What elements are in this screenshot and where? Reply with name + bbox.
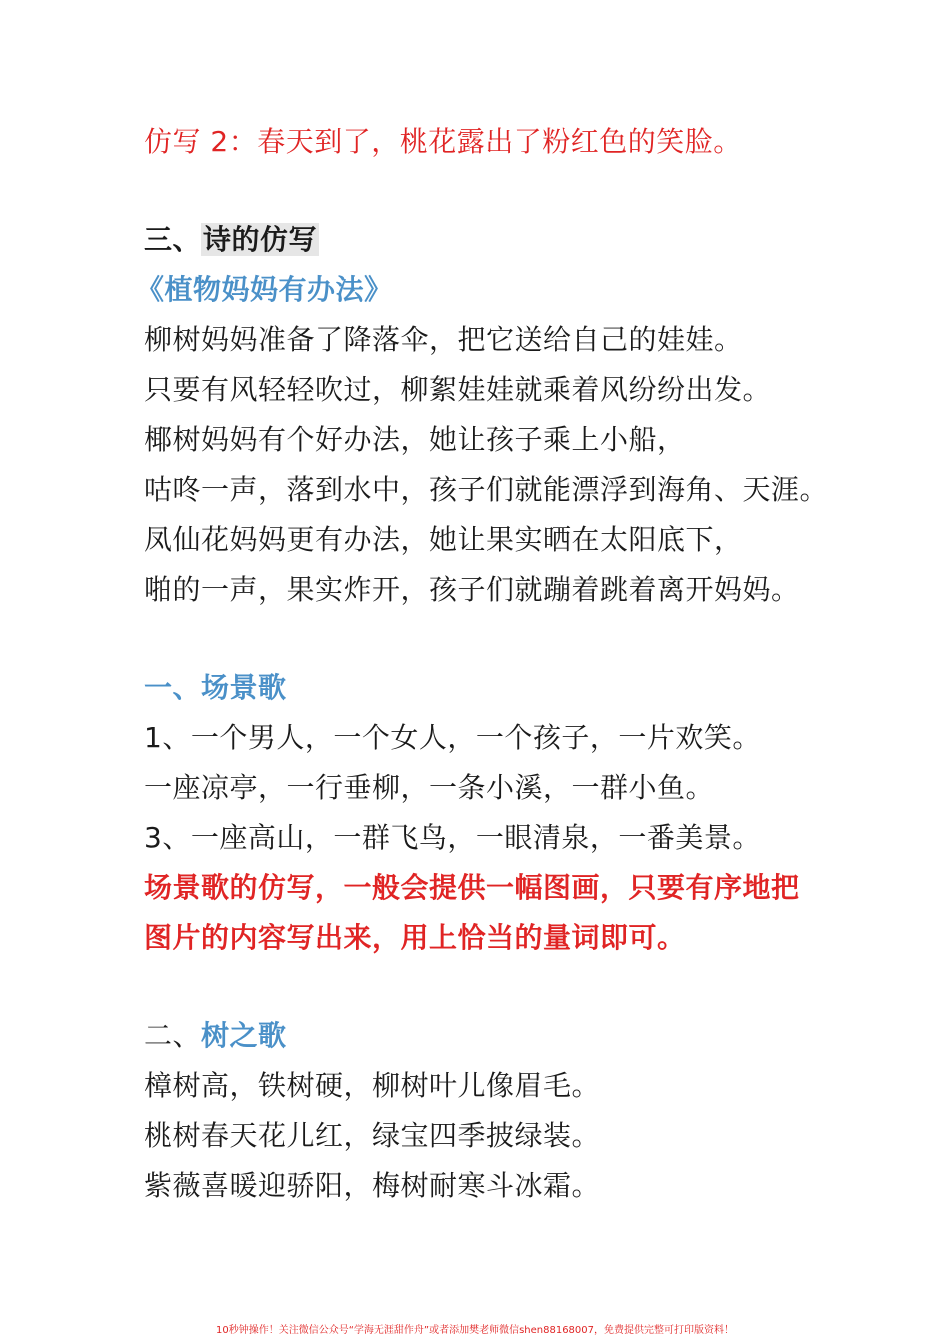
poem-heading-prefix: 三、 [144, 223, 202, 256]
poem-line: 椰树妈妈有个好办法，她让孩子乘上小船， [144, 423, 686, 456]
tree-line: 紫薇喜暖迎骄阳，梅树耐寒斗冰霜。 [144, 1169, 601, 1202]
scene-line: 1、一个男人，一个女人，一个孩子，一片欢笑。 [144, 721, 761, 754]
tree-line: 樟树高，铁树硬，柳树叶儿像眉毛。 [144, 1069, 601, 1102]
scene-tip-line: 场景歌的仿写，一般会提供一幅图画，只要有序地把 [144, 871, 800, 904]
poem-line: 柳树妈妈准备了降落伞，把它送给自己的娃娃。 [144, 323, 743, 356]
poem-line: 咕咚一声，落到水中，孩子们就能漂浮到海角、天涯。 [144, 473, 829, 506]
poem-title: 《植物妈妈有办法》 [136, 273, 393, 306]
scene-tip-line: 图片的内容写出来，用上恰当的量词即可。 [144, 921, 686, 954]
tree-song-heading [144, 1016, 287, 1056]
tree-heading-prefix: 二、 [144, 1019, 202, 1052]
tree-line: 桃树春天花儿红，绿宝四季披绿装。 [144, 1119, 601, 1152]
footer-notice: 10秒钟操作！关注微信公众号“学海无涯甜作舟”或者添加樊老师微信shen88168007，免费提供完整可打印版资料！ [215, 1325, 735, 1336]
poem-line: 啪的一声，果实炸开，孩子们就蹦着跳着离开妈妈。 [144, 573, 800, 606]
scene-line: 一座凉亭，一行垂柳，一条小溪，一群小鱼。 [144, 771, 715, 804]
tree-heading-main: 树之歌 [201, 1019, 287, 1052]
scene-song-heading: 一、场景歌 [144, 671, 287, 704]
poem-heading-highlight: 诗的仿写 [203, 223, 318, 256]
scene-line: 3、一座高山，一群飞鸟，一眼清泉，一番美景。 [144, 821, 761, 854]
imitation-sentence-2: 仿写 2：春天到了，桃花露出了粉红色的笑脸。 [144, 125, 742, 158]
poem-line: 凤仙花妈妈更有办法，她让果实晒在太阳底下， [144, 523, 743, 556]
poem-line: 只要有风轻轻吹过，柳絮娃娃就乘着风纷纷出发。 [144, 373, 772, 406]
poem-section-heading [144, 220, 319, 260]
